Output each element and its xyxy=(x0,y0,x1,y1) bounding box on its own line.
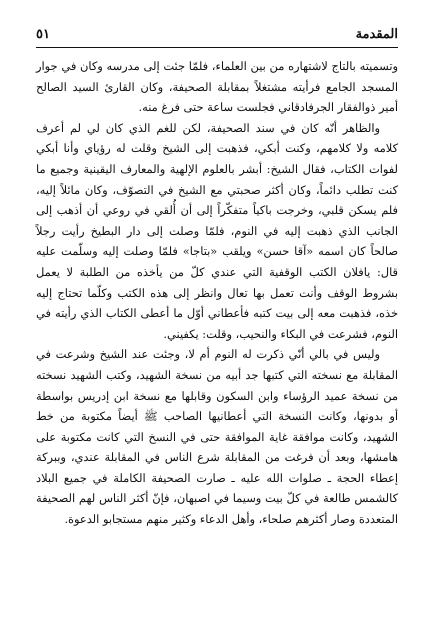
paragraph-3: وليس في بالي أنّي ذكرت له النوم أم لا، وجئت عند الشيخ وشرعت في المقابلة مع نسخته التي كتبها جد أبيه من نسخة الشهيد، وكتب الشهيد نسخته من نسخة عميد الرؤساء وابن السكون وقابلها مع نسخة ابن إدريس بواسطة أو بدونها، وكانت النسخة التي أعطانيها الصاحب ﷺ أيضاً مكتوبة من خط الشهيد، وكانت موافقة غاية الموافقة حتى في النسخ التي كانت مكتوبة على هامشها، وبعد أن فرغت من المقابلة شرع الناس في المقابلة عندي، وببركة إعطاء الحجة ـ صلوات الله عليه ـ صارت الصحيفة الكاملة في جميع البلاد كالشمس طالعة في كلّ بيت وسيما في اصبهان، فإنّ أكثر الناس لهم الصحيفة المتعددة وصار أكثرهم صلحاء، وأهل الدعاء وكثير منهم مستجابو الدعوة. xyxy=(36,347,398,527)
running-head xyxy=(36,22,398,44)
main-text xyxy=(36,56,398,530)
paragraph-2: والظاهر أنّه كان في سند الصحيفة، لكن للغم الذي كان لي لم أعرف كلامه ولا كلامهم، وكنت أبكي، فذهبت إلى الشيخ وقلت له رؤياي وأنا أبكي لفوات الكتاب، فقال الشيخ: أبشر بالعلوم الإلهية والمعارف اليقينية وجميع ما كنت تطلب دائماً، وكان أكثر صحبتي مع الشيخ في التصوّف، وكان مائلاً إليه، فلم يسكن قلبي، وخرجت باكياً متفكّراً إلى أن أُلقي في روعي أن أذهب إلى الجانب الذي ذهبت إليه في النوم، فلمّا وصلت إلى دار البطيخ رأيت رجلاً صالحاً كان اسمه «آقا حسن» ويلقب «بتاجا» فلمّا وصلت إليه وسلّمت عليه قال: يافلان الكتب الوقفية التي عندي كلّ من يأخذه من الطلبة لا يعمل بشروط الوقف وأنت تعمل بها تعال وانظر إلى هذه الكتب وكلّما تحتاج إليه خذه، فذهبت معه إلى بيت كتبه فأعطاني أوّل ما أعطى الكتاب الذي رأيته في النوم، فشرعت في البكاء والنحيب، وقلت: يكفيني. xyxy=(36,120,398,341)
paragraph-1: وتسميته بالتاج لاشتهاره من بين العلماء، فلمّا جئت إلى مدرسه وكان في جوار المسجد الجامع فرأيته مشتغلاً بمقابلة الصحيفة، وكان القارئ السيد الصالح أمير ذوالفقار الجرفادقاني فجلست ساعة حتى فرغ منه. xyxy=(36,59,398,115)
section-title: المقدمة xyxy=(355,27,398,42)
header-rule xyxy=(36,47,398,48)
page-number: ٥١ xyxy=(36,27,50,42)
